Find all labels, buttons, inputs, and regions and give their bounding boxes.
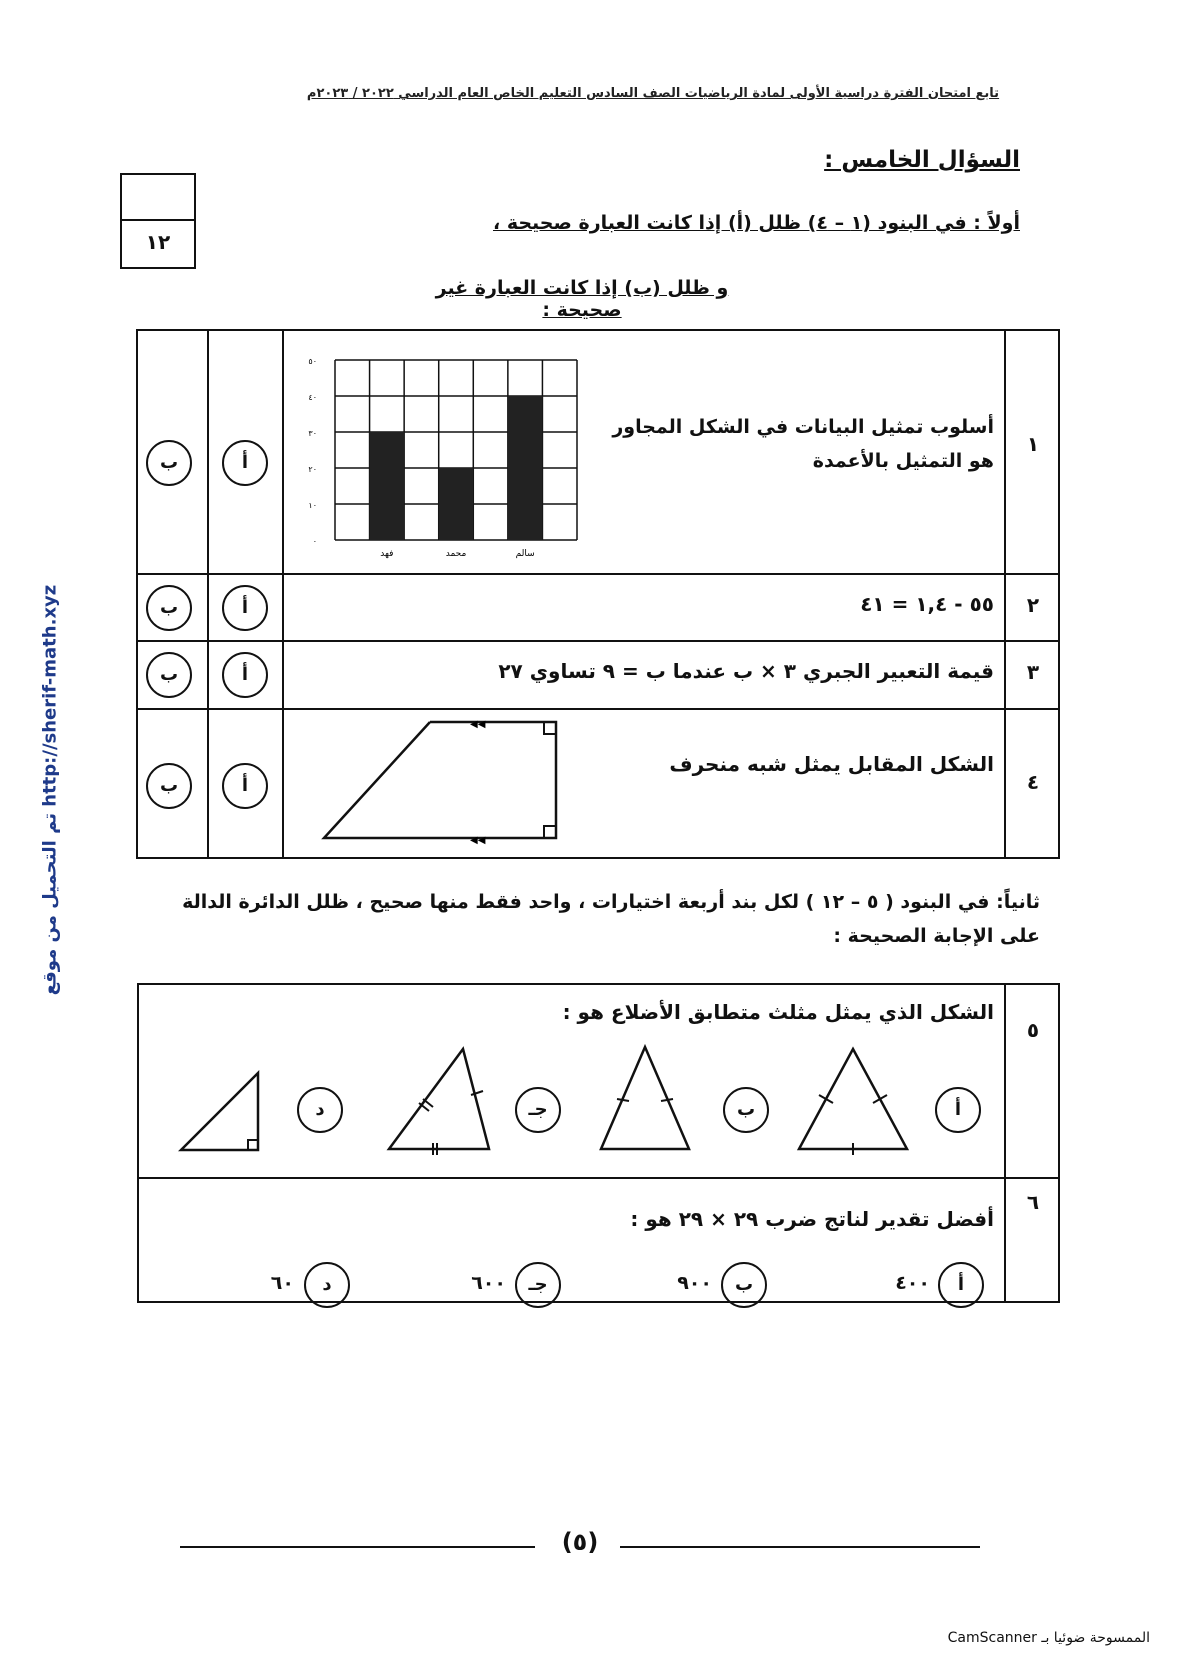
q6-option-b-value: ٩٠٠ — [677, 1272, 712, 1294]
bar-chart — [295, 350, 585, 580]
q6-option-c[interactable]: جـ — [515, 1262, 561, 1308]
q6-option-c-value: ٦٠٠ — [471, 1272, 506, 1294]
item-3-number: ٣ — [1026, 660, 1040, 684]
q5-option-d[interactable]: د — [297, 1087, 343, 1133]
x-tick-label: محمد — [445, 549, 467, 559]
item-3-text: قيمة التعبير الجبري ٣ × ب عندما ب = ٩ تساوي ٢٧ — [498, 659, 994, 683]
q5-option-b[interactable]: ب — [723, 1087, 769, 1133]
bar-2 — [370, 432, 405, 540]
footer-line-left — [180, 1546, 535, 1548]
page-number: (٥) — [561, 1528, 599, 1556]
item-2-text: ٥٥ - ١,٤ = ٤١ — [860, 592, 994, 616]
svg-text:◀◀: ◀◀ — [470, 720, 486, 730]
isosceles-triangle-figure — [597, 1043, 697, 1155]
footer-line-right — [620, 1546, 980, 1548]
item-2-option-b[interactable]: ب — [146, 585, 192, 631]
item-1-text: أسلوب تمثيل البيانات في الشكل المجاور هو التمثيل بالأعمدة — [612, 416, 994, 472]
exam-header: تابع امتحان الفترة دراسية الأولى لمادة الرياضيات الصف السادس التعليم الخاص العام الدراسي ٢٠٢٢ / ٢٠٢٣م — [306, 86, 1000, 101]
q5-option-c[interactable]: جـ — [515, 1087, 561, 1133]
item-1-number: ١ — [1026, 432, 1040, 456]
trapezoid-figure — [320, 720, 580, 850]
y-tick-label: ٣٠ — [308, 429, 317, 438]
item-4-number: ٤ — [1026, 770, 1040, 794]
scalene-triangle-figure — [385, 1045, 495, 1157]
score-box — [120, 173, 196, 269]
question-title: السؤال الخامس : — [824, 147, 1020, 173]
item-2-number: ٢ — [1026, 593, 1040, 617]
item-1-option-a[interactable]: أ — [222, 440, 268, 486]
q6-option-b[interactable]: ب — [721, 1262, 767, 1308]
item-4-option-a[interactable]: أ — [222, 763, 268, 809]
q5-text: الشكل الذي يمثل مثلث متطابق الأضلاع هو : — [562, 1000, 994, 1024]
y-tick-label: ٠ — [312, 537, 317, 546]
item-3-option-a[interactable]: أ — [222, 652, 268, 698]
part1-instruction-line2: و ظلل (ب) إذا كانت العبارة غير صحيحة : — [435, 277, 729, 321]
sidebar-watermark — [20, 560, 80, 1020]
q5-number: ٥ — [1026, 1018, 1040, 1042]
q6-option-a-value: ٤٠٠ — [895, 1272, 930, 1294]
item-2-option-a[interactable]: أ — [222, 585, 268, 631]
item-1-option-b[interactable]: ب — [146, 440, 192, 486]
part1-instruction-line1: أولاً : في البنود (١ – ٤) ظلل (أ) إذا كانت العبارة صحيحة ، — [493, 212, 1020, 234]
y-tick-label: ٢٠ — [308, 465, 317, 474]
y-tick-label: ١٠ — [308, 501, 317, 510]
q6-text: أفضل تقدير لناتج ضرب ٢٩ × ٢٩ هو : — [630, 1207, 994, 1231]
y-tick-label: ٤٠ — [308, 393, 317, 402]
item-4-option-b[interactable]: ب — [146, 763, 192, 809]
bar-1 — [439, 468, 474, 540]
svg-text:◀◀: ◀◀ — [470, 835, 486, 846]
x-tick-label: سالم — [515, 549, 535, 559]
bar-0 — [508, 396, 543, 540]
q6-option-d-value: ٦٠ — [270, 1272, 294, 1294]
item-4-text: الشكل المقابل يمثل شبه منحرف — [669, 752, 994, 776]
q5-option-a[interactable]: أ — [935, 1087, 981, 1133]
q6-option-d[interactable]: د — [304, 1262, 350, 1308]
q6-option-a[interactable]: أ — [938, 1262, 984, 1308]
y-tick-label: ٥٠ — [308, 357, 317, 366]
q6-number: ٦ — [1026, 1190, 1040, 1214]
right-triangle-figure — [178, 1070, 268, 1156]
x-tick-label: فهد — [380, 549, 394, 559]
item-3-option-b[interactable]: ب — [146, 652, 192, 698]
part2-instruction: ثانياً: في البنود ( ٥ – ١٢ ) لكل بند أربعة اختيارات ، واحد فقط منها صحيح ، ظلل الدائرة الدالة على الإجابة الصحيحة : — [182, 891, 1040, 947]
camscanner-footer: الممسوحة ضوئيا بـ CamScanner — [947, 1630, 1150, 1646]
sidebar-url-text: تم التحميل من موقع http://sherif-math.xyz — [39, 584, 61, 996]
equilateral-triangle-figure — [795, 1045, 915, 1155]
score-value: ١٢ — [145, 230, 171, 254]
